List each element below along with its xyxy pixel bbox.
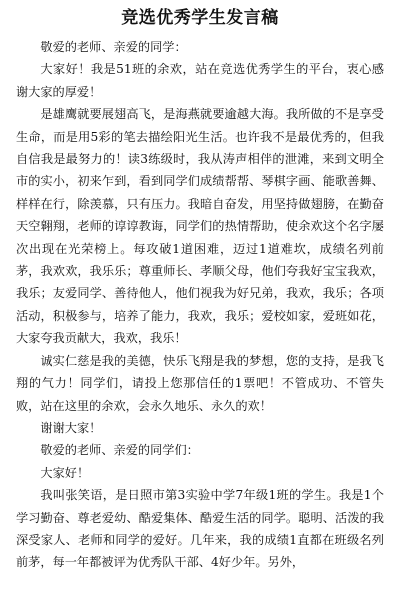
thanks-paragraph: 谢谢大家！ (40, 420, 102, 435)
second-body-paragraph: 我叫张笑语，是日照市第3实验中学7年级1班的学生。我是1个学习勤奋、尊老爱幼、酷爱集体、酷爱生活的同学。聪明、活泼的我深受家人、老师和同学的爱好。几年来，我的成绩1直都在班级名列前茅，每一年都被评为优秀队干部、4好少年。另外， (16, 488, 384, 570)
document-title: 竞选优秀学生发言稿 (121, 8, 279, 28)
second-salutation-paragraph: 敬爱的老师、亲爱的同学们： (40, 443, 199, 458)
greeting-paragraph: 大家好！我是51班的余欢，站在竞选优秀学生的平台，衷心感谢大家的厚爱！ (16, 62, 384, 99)
closing-paragraph: 诚实仁慈是我的美德，快乐飞翔是我的梦想，您的支持，是我飞翔的气力！同学们，请投上您那信任的1票吧！不管成功、不管失败，站在这里的余欢，会永久地乐、永久的欢！ (16, 353, 384, 413)
second-greeting-paragraph: 大家好！ (40, 465, 90, 480)
body-paragraph: 是雄鹰就要展翅高飞，是海燕就要逾越大海。我所做的不是享受生命，而是用5彩的笔去描绘阳光生活。也许我不是最优秀的，但我自信我是最努力的！读3练级时，我从涛声相伴的泄滩，来到文明全市的实小，初来乍到，看到同学们成绩帮帮、琴棋字画、能歌善舞、样样在行，除羡慕，只有压力。我暗自奋发，用坚持做翅膀，在勤奋天空翱翔，老师的谆谆教诲，同学们的热情帮助，使余欢这个名字屡次出现在光荣榜上。每攻破1道困难，迈过1道难坎，成绩名列前茅，我欢欢，我乐乐；尊重师长、孝顺父母，他们夸我好宝宝我欢，我乐；友爱同学、善待他人，他们视我为好兄弟，我欢，我乐；各项活动，积极参与，培养了能力，我欢，我乐；爱校如家，爱班如花，大家夸我贡献大，我欢，我乐！ (16, 107, 384, 346)
salutation-paragraph: 敬爱的老师、亲爱的同学： (40, 40, 187, 54)
